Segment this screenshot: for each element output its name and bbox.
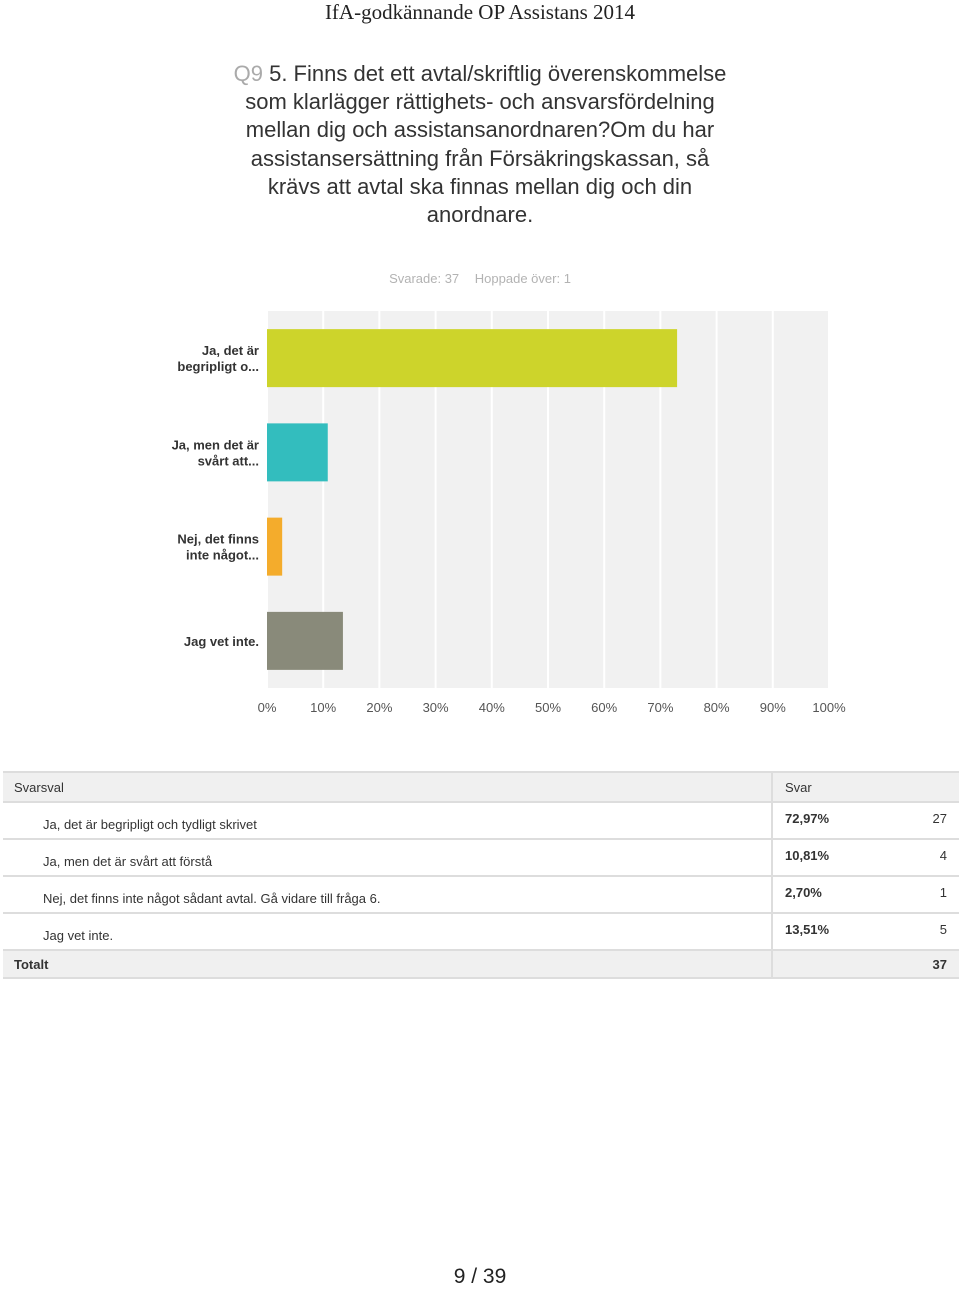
x-tick-label: 10% <box>310 700 337 715</box>
answer-count: 27 <box>887 802 959 839</box>
total-label: Totalt <box>3 950 772 978</box>
category-label: Jag vet inte. <box>183 633 259 649</box>
x-tick-label: 0% <box>257 700 277 715</box>
column-header-answer: Svar <box>772 772 959 802</box>
bar <box>267 518 282 576</box>
category-label: Nej, det finns <box>177 531 259 547</box>
answer-choice-label: Jag vet inte. <box>3 913 772 950</box>
x-tick-label: 20% <box>366 700 393 715</box>
category-label: inte något... <box>186 547 259 563</box>
skipped-count: Hoppade över: 1 <box>474 271 571 286</box>
x-tick-label: 70% <box>647 700 674 715</box>
question-number: Q9 <box>233 61 263 86</box>
table-row <box>3 913 959 950</box>
table-header-row <box>3 772 959 802</box>
document-title: IfA-godkännande OP Assistans 2014 <box>324 0 636 24</box>
table-row <box>3 839 959 876</box>
bar-chart <box>0 300 960 730</box>
response-table <box>3 771 959 979</box>
answered-count: Svarade: 37 <box>389 271 460 286</box>
answer-choice-label: Ja, det är begripligt och tydligt skrivet <box>3 802 772 839</box>
answer-count: 4 <box>887 839 959 876</box>
category-label: Ja, men det är <box>171 437 259 453</box>
bar <box>267 423 328 481</box>
answer-count: 5 <box>887 913 959 950</box>
total-count: 37 <box>887 950 959 978</box>
answer-percent: 13,51% <box>772 913 887 950</box>
category-label: begripligt o... <box>177 359 259 375</box>
bar <box>267 329 677 387</box>
answer-percent: 2,70% <box>772 876 887 913</box>
category-label: svårt att... <box>197 453 259 469</box>
table-row <box>3 802 959 839</box>
table-row <box>3 876 959 913</box>
x-tick-label: 80% <box>703 700 730 715</box>
category-label: Ja, det är <box>201 343 259 359</box>
column-header-choice: Svarsval <box>3 772 772 802</box>
bar <box>267 612 343 670</box>
total-row <box>3 950 959 978</box>
x-tick-label: 100% <box>812 700 846 715</box>
x-tick-label: 90% <box>759 700 786 715</box>
answer-choice-label: Nej, det finns inte något sådant avtal. Gå vidare till fråga 6. <box>3 876 772 913</box>
response-stats <box>0 271 960 286</box>
answer-count: 1 <box>887 876 959 913</box>
x-tick-label: 40% <box>478 700 505 715</box>
question-text: 5. Finns det ett avtal/skriftlig överenskommelse som klarlägger rättighets- och ansvarsfördelning mellan dig och assistansanordnaren?Om du har assistansersättning från Försäkringskassan, så krävs att avtal ska finnas mellan dig och din anordnare. <box>245 61 727 228</box>
question-title <box>230 60 730 229</box>
answer-percent: 10,81% <box>772 839 887 876</box>
x-tick-label: 50% <box>534 700 562 715</box>
x-tick-label: 60% <box>591 700 618 715</box>
page-number: 9 / 39 <box>453 1265 507 1288</box>
answer-choice-label: Ja, men det är svårt att förstå <box>3 839 772 876</box>
answer-percent: 72,97% <box>772 802 887 839</box>
x-tick-label: 30% <box>422 700 449 715</box>
